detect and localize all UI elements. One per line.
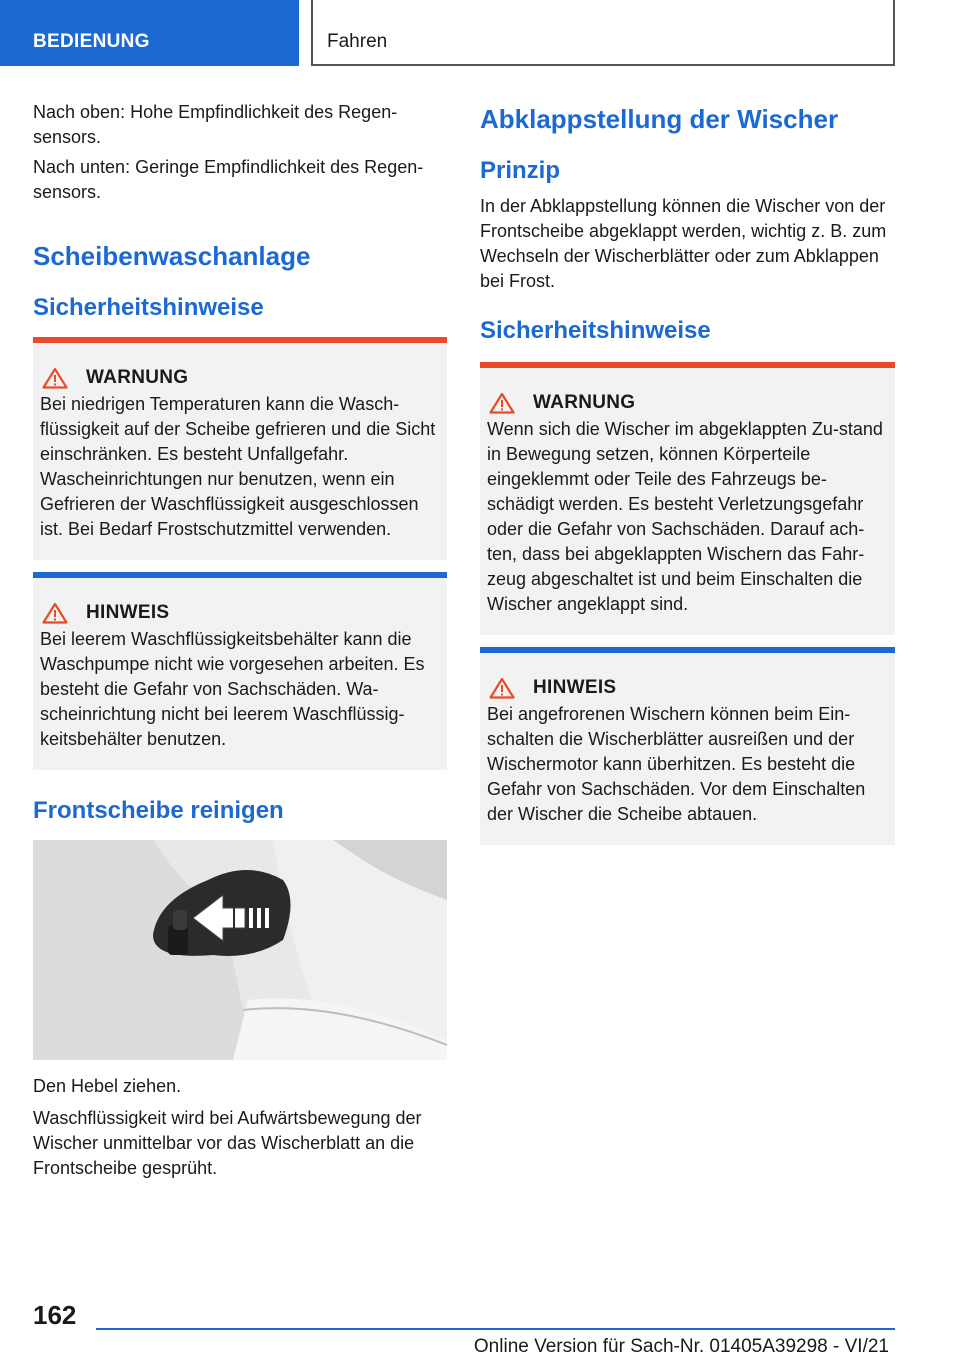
notice-label: HINWEIS: [533, 677, 617, 698]
intro-paragraph: Nach oben: Hohe Empfindlichkeit des Regen-sensors.: [33, 102, 398, 147]
body-paragraph: In der Abklappstellung können die Wischer von der Frontscheibe abgeklappt werden, wichtig z. B. zum Wechseln der Wischerblätter oder zum Abklappen bei Frost.: [480, 196, 887, 291]
warning-triangle-icon: [42, 602, 68, 624]
warning-box: [480, 362, 895, 635]
subsection-heading: Prinzip: [480, 157, 561, 184]
section-tab: BEDIENUNG: [0, 0, 299, 66]
notice-text: Bei angefrorenen Wischern können beim Ein-schalten die Wischerblätter ausreißen und der Wischermotor kann überhitzen. Es besteht die Gefahr von Sachschäden. Vor dem Einschalten der Wischer die Scheibe abtauen.: [487, 704, 866, 824]
warning-box: [33, 337, 447, 560]
section-heading: Abklappstellung der Wischer: [480, 104, 839, 134]
subsection-heading: Sicherheitshinweise: [33, 294, 264, 321]
instruction-text: Den Hebel ziehen.: [33, 1076, 182, 1096]
section-heading: Scheibenwaschanlage: [33, 241, 311, 271]
notice-text: Bei leerem Waschflüssigkeitsbehälter kann die Waschpumpe nicht wie vorgesehen arbeiten. Es besteht die Gefahr von Sachschäden. Wa-scheinrichtung nicht bei leerem Waschflüssig-keitsbehälter benutzen.: [40, 629, 425, 749]
subsection-heading: Frontscheibe reinigen: [33, 797, 284, 824]
footer-version: Online Version für Sach-Nr. 01405A39298 - VI/21: [473, 1336, 889, 1357]
notice-box: [33, 572, 447, 770]
notice-label: HINWEIS: [86, 602, 170, 623]
body-paragraph: Waschflüssigkeit wird bei Aufwärtsbewegung der Wischer unmittelbar vor das Wischerblatt an die Frontscheibe gesprüht.: [33, 1108, 422, 1178]
warning-label: WARNUNG: [86, 367, 189, 388]
chapter-title: Fahren: [311, 0, 895, 66]
notice-box: [480, 647, 895, 845]
warning-text: Wenn sich die Wischer im abgeklappten Zu-stand in Bewegung setzen, können Körperteile eingeklemmt oder Teile des Fahrzeugs be-schädigt werden. Es besteht Verletzungsgefahr oder die Gefahr von Sachschäden. Darauf ach-ten, dass bei abgeklappten Wischern das Fahr-zeug abgeschaltet ist und beim Einschalten die Wischer angeklappt sind.: [487, 419, 883, 614]
subsection-heading: Sicherheitshinweise: [480, 317, 711, 344]
right-column: [480, 102, 895, 845]
wiper-lever-figure: [33, 840, 447, 1060]
warning-label: WARNUNG: [533, 392, 636, 413]
warning-triangle-icon: [489, 392, 515, 414]
footer-divider: [96, 1328, 895, 1330]
warning-triangle-icon: [489, 677, 515, 699]
page-number: 162: [33, 1300, 77, 1330]
intro-paragraph: Nach unten: Geringe Empfindlichkeit des Regen-sensors.: [33, 157, 424, 202]
left-column: [33, 100, 447, 1188]
warning-triangle-icon: [42, 367, 68, 389]
warning-text: Bei niedrigen Temperaturen kann die Wasch-flüssigkeit auf der Scheibe gefrieren und die Sicht einschränken. Es besteht Unfallgefahr. Wascheinrichtungen nur benutzen, wenn ein Gefrieren der Waschflüssigkeit ausgeschlossen ist. Bei Bedarf Frostschutzmittel verwenden.: [40, 394, 436, 539]
